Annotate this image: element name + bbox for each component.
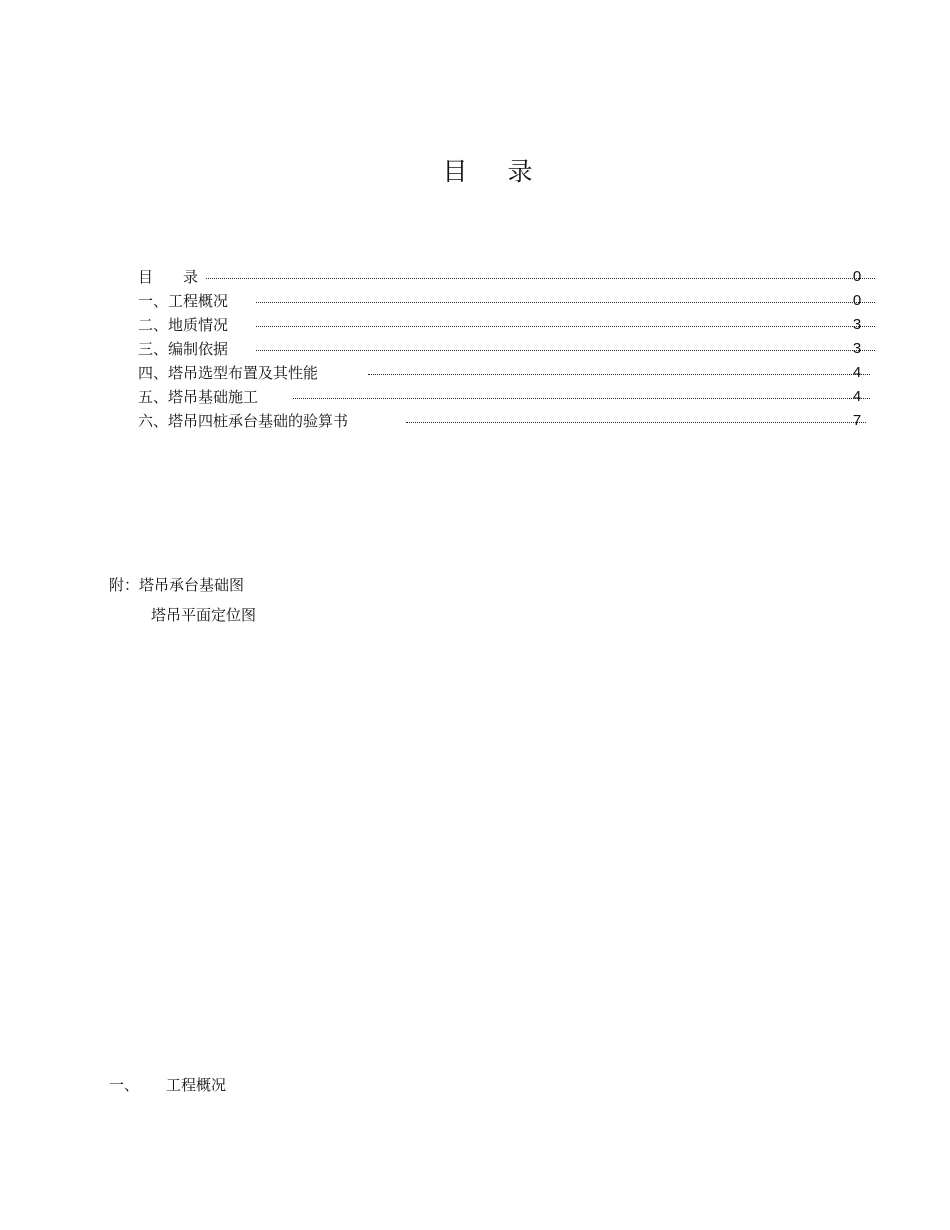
appendix-item-foundation-drawing: 附：塔吊承台基础图 <box>109 576 245 594</box>
toc-entry-page: 3 <box>852 316 862 333</box>
toc-entry-label: 二、地质情况 <box>138 314 232 336</box>
section-number: 一、 <box>109 1076 140 1094</box>
toc-entry[interactable] <box>138 410 878 434</box>
toc-entry[interactable] <box>138 386 878 410</box>
toc-entry[interactable] <box>138 290 878 314</box>
toc-entry[interactable] <box>138 338 878 362</box>
page-title <box>0 152 950 188</box>
toc-entry[interactable] <box>138 314 878 338</box>
toc-leader-dots <box>256 350 875 351</box>
page-title-char-1: 目 <box>442 157 468 186</box>
toc-entry-page: 3 <box>852 340 862 357</box>
toc-entry-page: 4 <box>852 364 862 381</box>
toc-entry-page: 7 <box>852 412 862 429</box>
toc-leader-dots <box>293 398 870 399</box>
toc-entry-label: 目 录 <box>138 266 202 288</box>
toc-entry-label: 三、编制依据 <box>138 338 232 360</box>
section-title: 工程概况 <box>166 1076 227 1094</box>
appendix-item-layout-drawing: 塔吊平面定位图 <box>151 606 257 624</box>
toc-entry-label: 六、塔吊四桩承台基础的验算书 <box>138 410 352 432</box>
section-heading <box>109 1074 226 1095</box>
toc-leader-dots <box>256 326 875 327</box>
toc-leader-dots <box>368 374 870 375</box>
appendix-list <box>109 570 256 630</box>
toc-entry-page: 0 <box>852 268 862 285</box>
toc-leader-dots <box>256 302 875 303</box>
toc-entry[interactable] <box>138 266 878 290</box>
table-of-contents <box>138 266 878 434</box>
toc-entry-label: 一、工程概况 <box>138 290 232 312</box>
toc-entry[interactable] <box>138 362 878 386</box>
toc-entry-page: 4 <box>852 388 862 405</box>
toc-leader-dots <box>406 422 866 423</box>
toc-leader-dots <box>206 278 875 279</box>
toc-entry-label: 五、塔吊基础施工 <box>138 386 262 408</box>
toc-entry-label: 四、塔吊选型布置及其性能 <box>138 362 322 384</box>
page-title-char-2: 录 <box>507 157 533 186</box>
toc-entry-page: 0 <box>852 292 862 309</box>
